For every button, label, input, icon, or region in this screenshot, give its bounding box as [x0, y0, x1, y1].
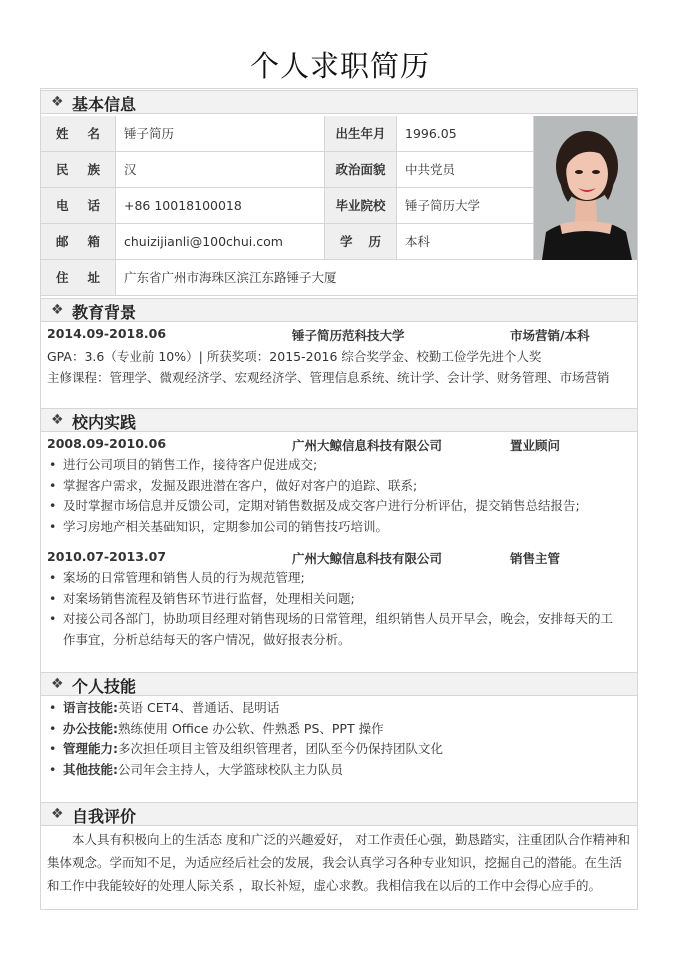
campus-duty-list: [47, 455, 627, 537]
education-school: 锤子简历范科技大学: [292, 328, 405, 343]
section-header-education: [41, 298, 637, 322]
campus-period: 2010.07-2013.07: [47, 549, 167, 564]
education-gpa: GPA：3.6（专业前 10%）| 所获奖项：2015-2016 综合奖学金、校勤工俭学先进个人奖: [47, 349, 542, 364]
list-item: • 学习房地产相关基础知识，定期参加公司的销售技巧培训。: [47, 517, 627, 538]
diamond-icon: ❖: [51, 412, 64, 428]
label-char: 箱: [87, 234, 100, 249]
diamond-icon: ❖: [51, 676, 64, 692]
campus-role: 销售主管: [510, 551, 561, 566]
section-header-self: [41, 802, 637, 826]
ethnic-value: 汉: [116, 152, 325, 188]
list-item: [47, 760, 627, 781]
birth-label: 出生年月: [325, 116, 397, 152]
diamond-icon: ❖: [51, 94, 64, 110]
email-value: chuizijianli@100chui.com: [116, 224, 325, 260]
degree-label: [325, 224, 397, 260]
skill-text: 熟练使用 Office 办公软、件熟悉 PS、PPT 操作: [118, 720, 384, 736]
label-char: 族: [87, 162, 100, 177]
skill-label: 管理能力:: [63, 741, 118, 757]
birth-value: 1996.05: [397, 116, 534, 152]
campus-duty-list: [47, 568, 619, 650]
section-header-basic: [41, 90, 637, 114]
label-char: 住: [56, 270, 69, 285]
label-char: 电: [56, 198, 69, 213]
skills-list: [47, 698, 627, 780]
education-courses: 主修课程：管理学、微观经济学、宏观经济学、管理信息系统、统计学、会计学、财务管理、市场营销: [47, 370, 610, 385]
label-char: 名: [87, 126, 100, 141]
list-item: [47, 719, 627, 740]
profile-photo: [534, 116, 637, 260]
address-value: 广东省广州市海珠区滨江东路锤子大厦: [116, 260, 637, 296]
skill-text: 英语 CET4、普通话、昆明话: [118, 700, 280, 715]
page-title: 个人求职简历: [249, 49, 430, 83]
list-item: • 对接公司各部门，协助项目经理对销售现场的日常管理，组织销售人员开早会，晚会，安排每天的工作事宜，分析总结每天的客户情况，做好报表分析。: [47, 609, 619, 650]
name-label: [41, 116, 116, 152]
label-char: 学: [340, 234, 353, 249]
section-title: 个人技能: [72, 677, 137, 696]
address-label: [41, 260, 116, 296]
degree-value: 本科: [397, 224, 534, 260]
ethnic-label: [41, 152, 116, 188]
diamond-icon: ❖: [51, 806, 64, 822]
campus-period: 2008.09-2010.06: [47, 436, 167, 451]
political-label: 政治面貌: [325, 152, 397, 188]
skill-text: 多次担任项目主管及组织管理者，团队至今仍保持团队文化: [118, 741, 444, 757]
label-char: 话: [87, 198, 100, 213]
list-item: [47, 739, 627, 760]
self-evaluation-text: 本人具有积极向上的生活态 度和广泛的兴趣爱好， 对工作责任心强，勤恳踏实，注重团队合作精神和集体观念。学而知不足，为适应经后社会的发展，我会认真学习各种专业知识，挖掘自己的潜能。在生活和工作中我能较好的处理人际关系 ，取长补短，虚心求教。我相信我在以后的工作中会得心应手的。: [47, 832, 630, 893]
education-period: 2014.09-2018.06: [47, 326, 167, 341]
label-char: 姓: [56, 126, 69, 141]
section-title: 校内实践: [72, 413, 137, 432]
list-item: [47, 698, 627, 719]
skill-text: 公司年会主持人，大学篮球校队主力队员: [118, 761, 344, 777]
phone-label: [41, 188, 116, 224]
label-char: 历: [368, 234, 381, 249]
section-title: 基本信息: [72, 95, 137, 114]
list-item: • 及时掌握市场信息并反馈公司，定期对销售数据及成交客户进行分析评估，提交销售总结报告;: [47, 496, 627, 517]
campus-company: 广州大鲸信息科技有限公司: [292, 551, 443, 566]
section-title: 自我评价: [72, 807, 137, 826]
label-char: 址: [87, 270, 100, 285]
education-major: 市场营销/本科: [510, 328, 590, 343]
list-item: • 对案场销售流程及销售环节进行监督，处理相关问题;: [47, 589, 619, 610]
phone-value: +86 10018100018: [116, 188, 325, 224]
school-value: 锤子简历大学: [397, 188, 534, 224]
list-item: • 进行公司项目的销售工作，接待客户促进成交;: [47, 455, 627, 476]
section-header-campus: [41, 408, 637, 432]
section-title: 教育背景: [72, 303, 137, 322]
campus-company: 广州大鲸信息科技有限公司: [292, 438, 443, 453]
campus-role: 置业顾问: [510, 438, 561, 453]
avatar-illustration: [534, 116, 637, 260]
section-header-skills: [41, 672, 637, 696]
name-value: 锤子简历: [116, 116, 325, 152]
email-label: [41, 224, 116, 260]
diamond-icon: ❖: [51, 302, 64, 318]
label-char: 邮: [56, 234, 69, 249]
education-row: [47, 326, 166, 341]
skill-label: 其他技能:: [63, 761, 118, 777]
school-label: 毕业院校: [325, 188, 397, 224]
list-item: • 掌握客户需求，发掘及跟进潜在客户，做好对客户的追踪、联系;: [47, 476, 627, 497]
label-char: 民: [56, 162, 69, 177]
skill-label: 办公技能:: [63, 720, 118, 736]
skill-label: 语言技能:: [63, 700, 118, 715]
political-value: 中共党员: [397, 152, 534, 188]
list-item: • 案场的日常管理和销售人员的行为规范管理;: [47, 568, 619, 589]
